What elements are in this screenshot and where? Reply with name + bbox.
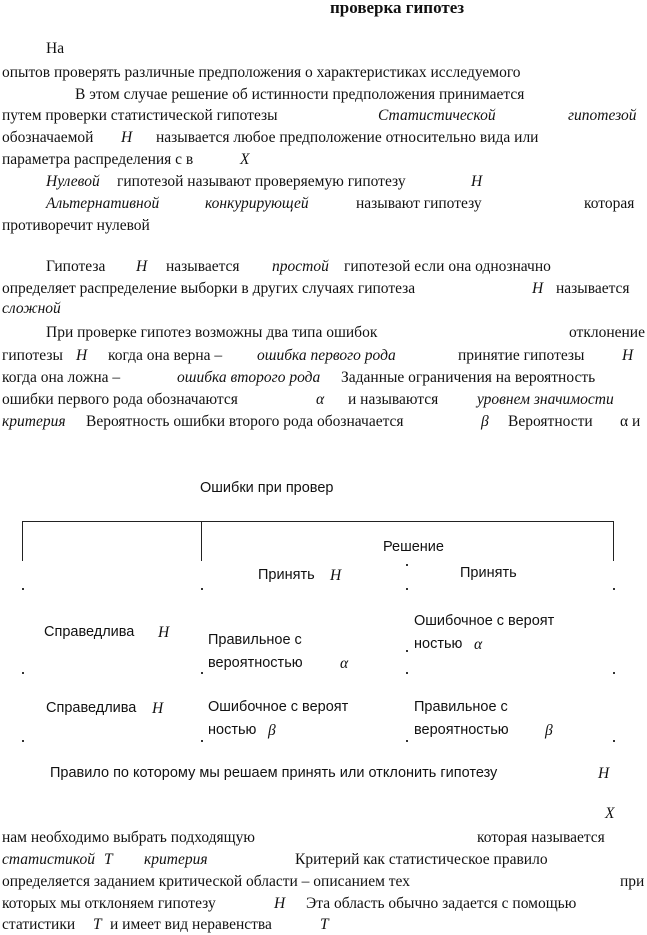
symbol: α — [474, 636, 483, 653]
table-left-border — [22, 521, 23, 561]
text-line: В этом случае решение об истинности предположения принимается — [75, 86, 525, 103]
cell-text: Правильное с — [208, 632, 302, 648]
symbol: X — [605, 805, 615, 822]
text-line: которая называется — [477, 829, 605, 846]
text-line: обозначаемой — [2, 129, 94, 146]
text-line: и имеет вид неравенства — [110, 916, 272, 933]
symbol: H — [274, 895, 286, 912]
text-line: когда она ложна – — [2, 369, 121, 386]
symbol: T — [320, 916, 329, 933]
row2-label: Справедлива — [46, 700, 137, 716]
text-line: нам необходимо выбрать подходящую — [2, 829, 255, 846]
col-header-accept-2: Принять — [460, 565, 517, 581]
term: критерия — [144, 851, 208, 868]
table-dot — [22, 588, 24, 590]
col-header-accept: Принять — [258, 567, 315, 583]
text-line: противоречит нулевой — [2, 217, 150, 234]
table-dot — [613, 588, 615, 590]
symbol: β — [268, 722, 276, 739]
term: ошибка второго рода — [177, 369, 321, 386]
text-line: определяется заданием критической области – описанием тех — [2, 873, 410, 890]
text-line: статистики — [2, 916, 76, 933]
cell-text: Ошибочное с вероят — [208, 699, 349, 715]
text-line: называется — [166, 258, 240, 275]
text-line: Вероятность ошибки второго рода обозначается — [86, 413, 404, 430]
text-line: и называются — [348, 391, 439, 408]
term: Нулевой — [46, 173, 100, 190]
table-right-border — [613, 521, 614, 561]
term: Статистической — [378, 107, 496, 124]
text-line: ошибки первого рода обозначаются — [2, 391, 238, 408]
text-line: Критерий как статистическое правило — [295, 851, 548, 868]
symbol: H — [152, 700, 164, 717]
table-caption: Ошибки при провер — [200, 480, 334, 496]
term: конкурирующей — [205, 195, 309, 212]
table-dot — [22, 740, 24, 742]
table-dot — [613, 672, 615, 674]
symbol: H — [532, 280, 544, 297]
symbol: α — [340, 655, 349, 672]
text-line: параметра распределения с в — [2, 151, 194, 168]
term: ошибка первого рода — [257, 347, 396, 364]
cell-text: вероятностью — [414, 722, 509, 738]
symbol: H — [598, 765, 610, 782]
text-line: принятие гипотезы — [458, 347, 585, 364]
symbol: H — [76, 347, 88, 364]
cell-text: Ошибочное с вероят — [414, 613, 555, 629]
table-dot — [201, 740, 203, 742]
table-dot — [406, 672, 408, 674]
text-line: гипотезой если она однозначно — [344, 258, 551, 275]
text-line: которых мы отклоняем гипотезу — [2, 895, 216, 912]
text-line: называется — [556, 280, 630, 297]
symbol: T — [93, 916, 102, 933]
table-dot — [406, 650, 408, 652]
cell-text: Правильное с — [414, 699, 508, 715]
table-inner-border — [201, 521, 202, 561]
text-line: которая — [584, 195, 635, 212]
decision-header: Решение — [383, 539, 444, 555]
text-line: при — [620, 873, 645, 890]
text-line: Заданные ограничения на вероятность — [341, 369, 596, 386]
table-dot — [406, 740, 408, 742]
term: статистикой — [2, 851, 95, 868]
text-line: отклонение — [569, 324, 645, 341]
text-line: определяет распределение выборки в других случаях гипотеза — [2, 280, 416, 297]
symbol: β — [481, 413, 489, 430]
table-dot — [613, 740, 615, 742]
term: гипотезой — [568, 107, 637, 124]
rule-text: Правило по которому мы решаем принять или отклонить гипотезу — [50, 765, 498, 781]
text-line: называется любое предположение относительно вида или — [156, 129, 539, 146]
text-line: На — [46, 40, 65, 57]
table-top-border — [22, 521, 614, 522]
symbol: T — [104, 851, 113, 868]
table-dot — [201, 672, 203, 674]
text-line: путем проверки статистической гипотезы — [2, 107, 278, 124]
text-line: α и — [620, 413, 641, 430]
symbol: α — [316, 391, 325, 408]
cell-text: ностью — [414, 636, 463, 652]
text-line: При проверке гипотез возможны два типа ошибок — [46, 324, 378, 341]
table-dot — [406, 564, 408, 566]
symbol: H — [622, 347, 634, 364]
table-dot — [22, 672, 24, 674]
term: сложной — [2, 300, 61, 317]
symbol: X — [240, 151, 250, 168]
term: Альтернативной — [46, 195, 160, 212]
page-title: проверка гипотез — [330, 0, 465, 17]
table-dot — [201, 588, 203, 590]
symbol: H — [330, 567, 342, 584]
text-line: Гипотеза — [46, 258, 106, 275]
symbol: β — [545, 722, 553, 739]
symbol: H — [136, 258, 148, 275]
term: критерия — [2, 413, 66, 430]
text-line: когда она верна – — [108, 347, 223, 364]
text-line: опытов проверять различные предположения о характеристиках исследуемого — [2, 64, 521, 81]
text-line: Вероятности — [508, 413, 593, 430]
cell-text: ностью — [208, 722, 257, 738]
row1-label: Справедлива — [44, 624, 135, 640]
term: уровнем значимости — [477, 391, 614, 408]
text-line: Эта область обычно задается с помощью — [306, 895, 577, 912]
symbol: H — [471, 173, 483, 190]
table-dot — [406, 588, 408, 590]
text-line: гипотезой называют проверяемую гипотезу — [117, 173, 406, 190]
text-line: называют гипотезу — [356, 195, 482, 212]
symbol: H — [121, 129, 133, 146]
term: простой — [272, 258, 329, 275]
cell-text: вероятностью — [208, 655, 303, 671]
symbol: H — [158, 624, 170, 641]
text-line: гипотезы — [2, 347, 63, 364]
